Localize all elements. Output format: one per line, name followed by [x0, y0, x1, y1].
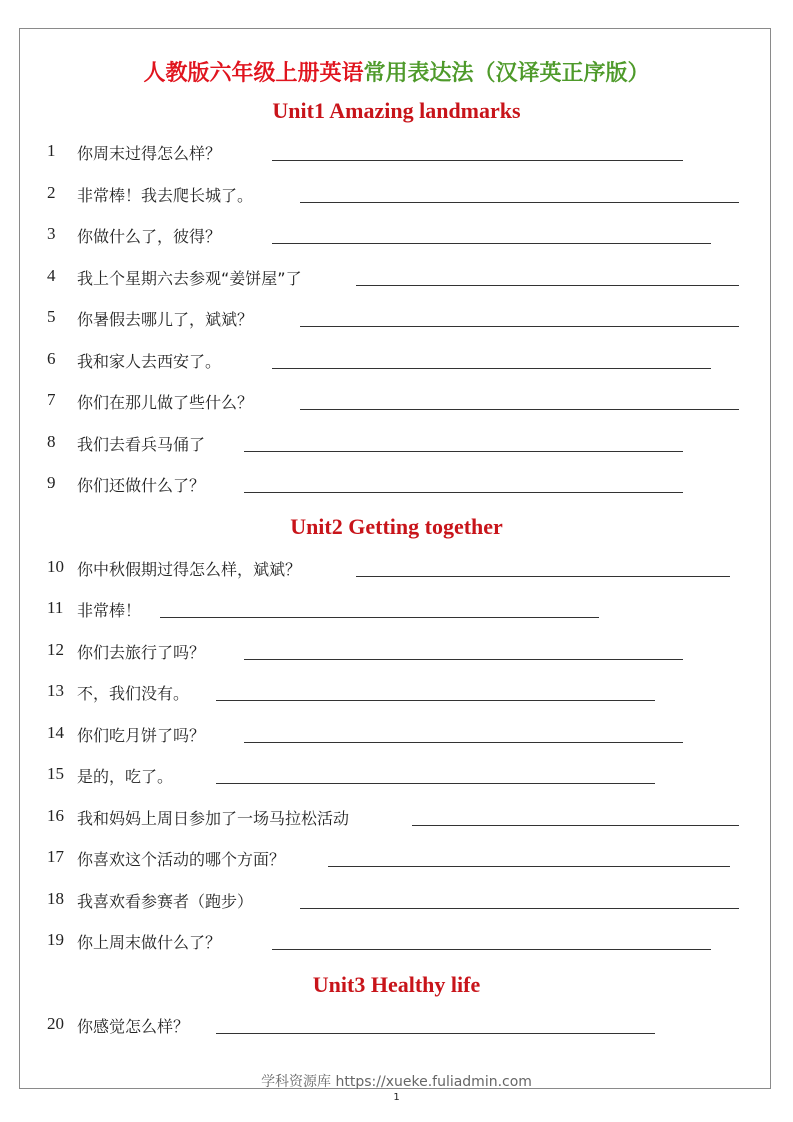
item-text: 你周末过得怎么样？: [77, 144, 222, 163]
item-number: 11: [47, 598, 64, 617]
answer-line[interactable]: [244, 742, 683, 743]
answer-line[interactable]: [300, 409, 739, 410]
item-number: 14: [47, 723, 64, 742]
item-text: 你们去旅行了吗？: [77, 643, 206, 662]
item-text: 我喜欢看参赛者（跑步）: [77, 892, 254, 911]
answer-line[interactable]: [216, 1033, 655, 1034]
answer-line[interactable]: [216, 700, 655, 701]
item-number: 6: [47, 349, 56, 368]
item-text: 你做什么了，彼得？: [77, 227, 222, 246]
item-text: 你中秋假期过得怎么样，斌斌？: [77, 560, 302, 579]
item-text: 你暑假去哪儿了，斌斌？: [77, 310, 254, 329]
answer-line[interactable]: [272, 243, 711, 244]
item-number: 19: [47, 930, 64, 949]
answer-line[interactable]: [356, 576, 730, 577]
answer-line[interactable]: [300, 326, 739, 327]
item-text: 你喜欢这个活动的哪个方面？: [77, 850, 286, 869]
item-number: 3: [47, 224, 56, 243]
item-text: 你们吃月饼了吗？: [77, 726, 206, 745]
item-number: 4: [47, 266, 56, 285]
item-number: 5: [47, 307, 56, 326]
answer-line[interactable]: [272, 160, 683, 161]
answer-line[interactable]: [328, 866, 730, 867]
item-text: 我上个星期六去参观“姜饼屋”了: [77, 269, 302, 288]
item-text: 你感觉怎么样？: [77, 1017, 190, 1036]
unit-heading-2: Unit2 Getting together: [290, 514, 503, 539]
title-red-part: 人教版六年级上册英语: [143, 61, 364, 86]
item-number: 12: [47, 640, 64, 659]
item-text: 你上周末做什么了？: [77, 933, 222, 952]
item-number: 9: [47, 473, 56, 492]
item-number: 7: [47, 390, 56, 409]
item-number: 20: [47, 1014, 64, 1033]
item-text: 不，我们没有。: [77, 684, 190, 703]
item-number: 10: [47, 557, 64, 576]
item-text: 我和家人去西安了。: [77, 352, 222, 371]
item-number: 8: [47, 432, 56, 451]
answer-line[interactable]: [356, 285, 739, 286]
answer-line[interactable]: [300, 908, 739, 909]
item-number: 2: [47, 183, 56, 202]
item-text: 我们去看兵马俑了: [77, 435, 206, 454]
item-text: 是的，吃了。: [77, 767, 174, 786]
item-number: 13: [47, 681, 64, 700]
item-number: 17: [47, 847, 64, 866]
item-text: 你们还做什么了？: [77, 476, 206, 495]
answer-line[interactable]: [160, 617, 599, 618]
item-number: 16: [47, 806, 64, 825]
item-text: 我和妈妈上周日参加了一场马拉松活动: [77, 809, 350, 828]
unit-heading-3: Unit3 Healthy life: [312, 972, 481, 997]
answer-line[interactable]: [272, 368, 711, 369]
page-title: [0, 56, 793, 87]
answer-line[interactable]: [244, 492, 683, 493]
title-green-part: 常用表达法（汉译英正序版）: [363, 61, 650, 86]
item-number: 18: [47, 889, 64, 908]
answer-line[interactable]: [216, 783, 655, 784]
item-number: 1: [47, 141, 56, 160]
item-number: 15: [47, 764, 64, 783]
answer-line[interactable]: [272, 949, 711, 950]
item-text: 非常棒！我去爬长城了。: [77, 186, 254, 205]
item-text: 你们在那儿做了些什么？: [77, 393, 254, 412]
footer-source: 学科资源库 https://xueke.fuliadmin.com: [261, 1074, 532, 1090]
answer-line[interactable]: [300, 202, 739, 203]
answer-line[interactable]: [244, 451, 683, 452]
answer-line[interactable]: [244, 659, 683, 660]
item-text: 非常棒！: [77, 601, 142, 620]
answer-line[interactable]: [412, 825, 739, 826]
unit-heading-1: Unit1 Amazing landmarks: [272, 98, 521, 123]
page-number: 1: [393, 1092, 400, 1103]
